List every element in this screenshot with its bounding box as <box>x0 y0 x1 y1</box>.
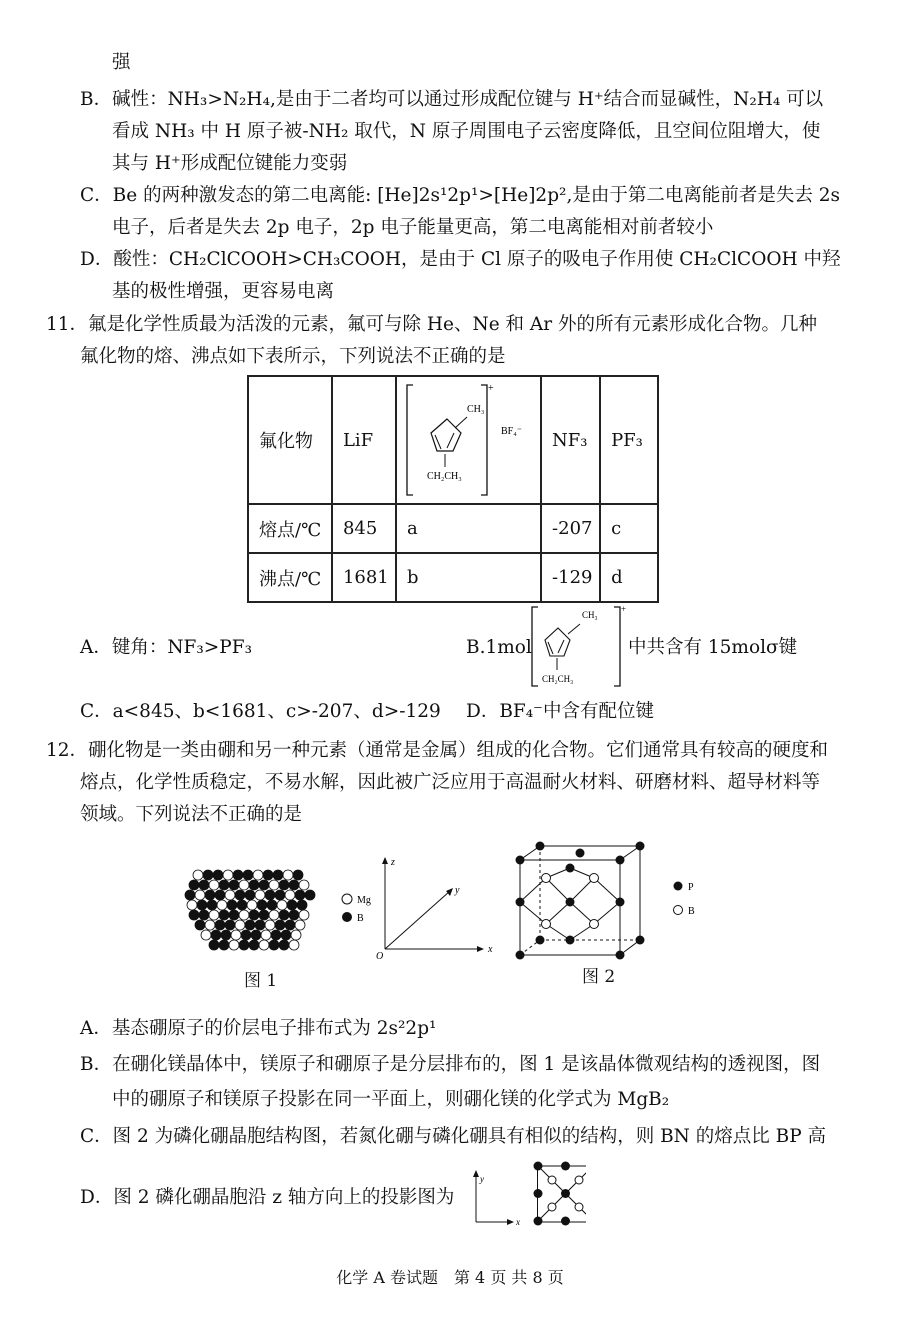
table-cell: NF₃ <box>541 376 600 504</box>
mg-atom <box>209 910 219 920</box>
b-atom <box>227 900 237 910</box>
figure-2-bp-unit-cell <box>510 840 710 965</box>
mg-atom <box>239 880 249 890</box>
table-header-row <box>248 376 658 504</box>
figure-1-caption: 图 1 <box>244 971 278 991</box>
b-atom <box>279 940 289 950</box>
question-12-stem-line1: 12．硼化物是一类由硼和另一种元素（通常是金属）组成的化合物。它们通常具有较高的硬度和 <box>46 740 829 761</box>
mg-atom <box>299 880 309 890</box>
z-axis-label: z <box>391 857 395 868</box>
b-atom <box>203 870 213 880</box>
mg-atom <box>187 900 197 910</box>
b-atom <box>275 920 285 930</box>
table-cell: 熔点/℃ <box>248 504 332 553</box>
table-cell: 1681 <box>332 553 396 602</box>
b-atom <box>289 910 299 920</box>
b-atom <box>305 890 315 900</box>
b-atom <box>279 880 289 890</box>
mg-atom <box>259 940 269 950</box>
b-atom <box>251 930 261 940</box>
text-line: 强 <box>112 52 131 73</box>
b-atom <box>207 900 217 910</box>
table-cell: -129 <box>541 553 600 602</box>
b-atom <box>281 930 291 940</box>
ionic-liquid-cell <box>396 376 541 504</box>
imidazolium-cation-structure <box>528 602 630 690</box>
table-cell: 845 <box>332 504 396 553</box>
figure-2-caption: 图 2 <box>582 967 616 987</box>
b-atom <box>189 880 199 890</box>
ethyl-label: CH₂CH₃ <box>427 471 462 482</box>
x-axis-label: x <box>488 944 493 955</box>
b-atom <box>271 930 281 940</box>
legend-p-label: P <box>688 882 694 893</box>
b-atom <box>249 940 259 950</box>
mg-atom <box>201 930 211 940</box>
ethyl-label: CH₂CH₃ <box>542 674 574 684</box>
mg-atom <box>253 870 263 880</box>
option-b-line2: 中的硼原子和镁原子投影在同一平面上，则硼化镁的化学式为 MgB₂ <box>112 1089 670 1110</box>
legend-b-symbol <box>342 912 352 922</box>
figure-1-mgb2-structure <box>180 855 510 995</box>
b-atom <box>257 900 267 910</box>
option-c-line2: 电子，后者是失去 2p 电子，2p 电子能量更高，第二电离能相对前者较小 <box>112 217 714 238</box>
option-b-prefix: B.1mol <box>466 637 532 658</box>
table-row <box>248 504 658 553</box>
table-cell: d <box>600 553 658 602</box>
arrow-icon <box>507 1219 514 1225</box>
b-atom <box>209 940 219 950</box>
z-axis-projection-figure <box>466 1160 586 1230</box>
b-atom <box>185 890 195 900</box>
question-12-stem-line2: 熔点，化学性质稳定，不易水解，因此被广泛应用于高温耐火材料、研磨材料、超导材料等 <box>80 772 821 793</box>
methyl-label: CH₃ <box>582 610 598 620</box>
b-atom <box>235 890 245 900</box>
table-cell: 沸点/℃ <box>248 553 332 602</box>
b-atom <box>295 890 305 900</box>
option-d: D．图 2 磷化硼晶胞沿 z 轴方向上的投影图为 <box>80 1187 455 1208</box>
b-atom <box>189 910 199 920</box>
b-atom <box>225 920 235 930</box>
table-cell: b <box>396 553 541 602</box>
b-atom <box>265 890 275 900</box>
mg-atom <box>289 940 299 950</box>
mg-atom <box>217 900 227 910</box>
option-b-line3: 其与 H⁺形成配位键能力变弱 <box>112 153 348 174</box>
option-c: C．a<845、b<1681、c>-207、d>-129 <box>80 701 441 722</box>
p-atoms <box>516 842 645 960</box>
imidazolium-bf4-structure <box>397 377 540 503</box>
b-atom <box>249 880 259 890</box>
fluoride-table <box>247 375 659 603</box>
b-atom <box>285 920 295 930</box>
origin-label: O <box>376 951 384 962</box>
mg-atom <box>269 910 279 920</box>
option-b-suffix: 中共含有 15molσ键 <box>628 637 798 658</box>
option-d-line1: D．酸性：CH₂ClCOOH>CH₃COOH，是由于 Cl 原子的吸电子作用使 CH₂ClCOOH 中羟 <box>80 249 841 270</box>
b-atom <box>219 940 229 950</box>
b-atom <box>259 910 269 920</box>
b-atom <box>255 920 265 930</box>
mg-atom <box>295 920 305 930</box>
mg-atom <box>247 900 257 910</box>
y-axis-label: y <box>455 885 460 896</box>
b-atom <box>237 900 247 910</box>
b-atom <box>205 890 215 900</box>
x-axis-label: x <box>516 1217 520 1227</box>
question-11-stem-line2: 氟化物的熔、沸点如下表所示，下列说法不正确的是 <box>80 346 506 367</box>
mg-atom <box>269 880 279 890</box>
mg-atom <box>261 930 271 940</box>
table-cell: -207 <box>541 504 600 553</box>
mg-atom <box>231 930 241 940</box>
option-d-line2: 基的极性增强，更容易电离 <box>112 281 335 302</box>
table-cell: c <box>600 504 658 553</box>
option-a: A．键角：NF₃>PF₃ <box>80 637 253 658</box>
b-atom <box>197 900 207 910</box>
charge-plus: + <box>621 604 627 614</box>
methyl-label: CH₃ <box>467 404 485 415</box>
mg-atom <box>265 920 275 930</box>
mg-atom <box>285 890 295 900</box>
table-cell: PF₃ <box>600 376 658 504</box>
page-footer: 化学 A 卷试题 第 4 页 共 8 页 <box>336 1268 564 1287</box>
arrow-icon <box>477 946 484 952</box>
b-atom <box>229 880 239 890</box>
mg-atom <box>255 890 265 900</box>
legend-b-label: B <box>357 913 364 924</box>
atom-lattice <box>185 870 315 950</box>
b-atom <box>245 890 255 900</box>
b-atom <box>233 870 243 880</box>
mg-atom <box>239 910 249 920</box>
b-atom <box>215 890 225 900</box>
option-a: A．基态硼原子的价层电子排布式为 2s²2p¹ <box>80 1018 437 1039</box>
mg-atom <box>291 930 301 940</box>
legend-mg-label: Mg <box>357 895 371 906</box>
arrow-icon <box>446 888 453 896</box>
mg-atom <box>235 920 245 930</box>
b-atom <box>297 900 307 910</box>
b-atom <box>239 940 249 950</box>
b-atom <box>219 910 229 920</box>
b-atom <box>195 920 205 930</box>
b-atom <box>273 870 283 880</box>
mg-atom <box>195 890 205 900</box>
option-c: C．图 2 为磷化硼晶胞结构图，若氮化硼与磷化硼具有相似的结构，则 BN 的熔点比 BP 高 <box>80 1126 827 1147</box>
table-cell: 氟化物 <box>248 376 332 504</box>
b-atom <box>293 870 303 880</box>
mg-atom <box>209 880 219 890</box>
y-axis <box>385 891 450 949</box>
legend-mg-symbol <box>342 894 352 904</box>
b-atom <box>215 920 225 930</box>
table-cell: a <box>396 504 541 553</box>
legend-b-symbol <box>674 906 683 915</box>
b-atom <box>221 930 231 940</box>
b-atom <box>241 930 251 940</box>
b-atom <box>211 930 221 940</box>
option-b-line1: B．在硼化镁晶体中，镁原子和硼原子是分层排布的，图 1 是该晶体微观结构的透视图，图 <box>80 1054 821 1075</box>
bf4-anion-label: BF₄⁻ <box>501 426 523 437</box>
question-11-stem-line1: 11．氟是化学性质最为活泼的元素，氟可与除 He、Ne 和 Ar 外的所有元素形成化合物。几种 <box>46 314 817 335</box>
legend-p-symbol <box>674 882 683 891</box>
charge-plus: + <box>488 383 494 394</box>
b-atom <box>259 880 269 890</box>
mg-atom <box>277 900 287 910</box>
b-atom <box>219 880 229 890</box>
b-atom <box>199 910 209 920</box>
b-atom <box>287 900 297 910</box>
arrow-icon <box>382 857 388 864</box>
b-atom <box>289 880 299 890</box>
mg-atom <box>299 910 309 920</box>
mg-atom <box>223 870 233 880</box>
table-cell: LiF <box>332 376 396 504</box>
b-atom <box>249 910 259 920</box>
b-atom <box>275 890 285 900</box>
b-atom <box>263 870 273 880</box>
b-atom <box>213 870 223 880</box>
option-b-line1: B．碱性：NH₃>N₂H₄,是由于二者均可以通过形成配位键与 H⁺结合而显碱性，N₂H₄ 可以 <box>80 89 824 110</box>
option-d: D．BF₄⁻中含有配位键 <box>466 701 654 722</box>
b-atom <box>243 870 253 880</box>
b-atom <box>245 920 255 930</box>
mg-atom <box>229 940 239 950</box>
table-row <box>248 553 658 602</box>
question-12-stem-line3: 领域。下列说法不正确的是 <box>80 804 303 825</box>
b-atom <box>269 940 279 950</box>
legend-b-label: B <box>688 906 695 917</box>
arrow-icon <box>473 1170 479 1177</box>
b-atom <box>229 910 239 920</box>
y-axis-label: y <box>480 1174 484 1184</box>
mg-atom <box>283 870 293 880</box>
b-atom <box>279 910 289 920</box>
b-atom <box>199 880 209 890</box>
mg-atom <box>205 920 215 930</box>
b-atom <box>267 900 277 910</box>
option-c-line1: C．Be 的两种激发态的第二电离能: [He]2s¹2p¹>[He]2p²,是由于第二电离能前者是失去 2s <box>80 185 840 206</box>
mg-atom <box>193 870 203 880</box>
mg-atom <box>225 890 235 900</box>
option-b-line2: 看成 NH₃ 中 H 原子被-NH₂ 取代，N 原子周围电子云密度降低，且空间位阻增大，使 <box>112 121 821 142</box>
